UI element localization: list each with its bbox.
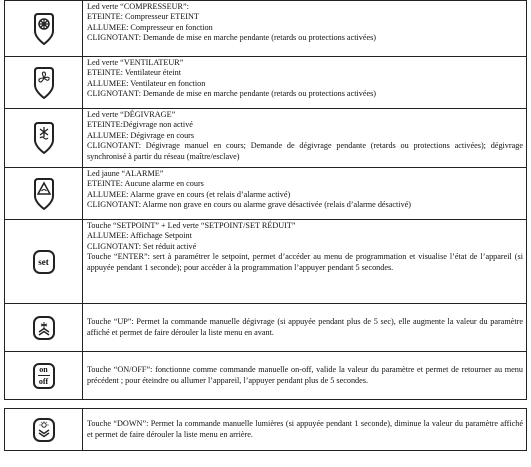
- defrost-led-icon: [32, 122, 56, 154]
- onoff-button-icon: [33, 363, 55, 389]
- table-row: [5, 220, 527, 304]
- alarm-led-icon: [32, 178, 56, 210]
- description-cell: [83, 109, 527, 168]
- icon-cell: [5, 109, 83, 168]
- description-line: ALLUMEE: Ventilateur en fonction: [87, 78, 206, 88]
- description-line: ETEINTE: Aucune alarme en cours: [87, 179, 204, 189]
- description-line: Led verte “COMPRESSEUR”:: [87, 2, 189, 11]
- description-line: Led verte “VENTILATEUR”: [87, 58, 184, 67]
- set-button-icon: set: [33, 250, 55, 274]
- description-line: ETEINTE: Ventilateur éteint: [87, 68, 181, 78]
- description-line: ALLUMEE: Affichage Setpoint: [87, 231, 192, 241]
- description-cell: [83, 352, 527, 400]
- description-line: Led jaune “ALARME”: [87, 169, 164, 178]
- divider: [38, 375, 50, 376]
- icon-cell: [5, 409, 83, 451]
- table-row: [5, 1, 527, 57]
- icon-cell: [5, 304, 83, 352]
- description-line: ETEINTE: Compresseur ETEINT: [87, 12, 199, 22]
- description-paragraph: Touche “UP”: Permet la commande manuelle dégivrage (si appuyée pendant plus de 5 sec), elle augmente la valeur du paramètre affiché et permet de faire dérouler la liste menu en avant.: [87, 317, 523, 337]
- description-cell: [83, 304, 527, 352]
- description-line: CLIGNOTANT: Demande de mise en marche pendante (retards ou protections activées): [87, 89, 377, 99]
- description-line: ETEINTE:Dégivrage non activé: [87, 120, 193, 130]
- table-row: [5, 304, 527, 352]
- description-line: CLIGNOTANT: Alarme non grave en cours ou alarme grave désactivée (relais d’alarme désactivé): [87, 200, 412, 210]
- compressor-led-icon: [32, 13, 56, 45]
- description-line: ALLUMEE: Alarme grave en cours (et relais d’alarme activé): [87, 189, 291, 199]
- on-label: on: [39, 365, 48, 374]
- description-line: Led verte “DÉGIVRAGE”: [87, 110, 176, 119]
- description-paragraph: Touche “DOWN”: Permet la commande manuelle lumières (si appuyée pendant 1 seconde), diminue la valeur du paramètre affiché et permet de faire dérouler la liste menu en arrière.: [87, 419, 523, 439]
- icon-cell: [5, 57, 83, 109]
- description-cell: [83, 220, 527, 304]
- table-row: [5, 168, 527, 220]
- description-cell: [83, 409, 527, 451]
- description-paragraph: Touche “ON/OFF”: fonctionne comme commande manuelle on-off, valide la valeur du paramètre et permet de retourner au menu précédent ; pour éteindre ou allumer l’appareil, l’appuyer pendant plus de 5 secondes.: [87, 365, 523, 385]
- description-cell: [83, 168, 527, 220]
- table-row: [5, 409, 527, 451]
- description-line: ALLUMEE: Dégivrage en cours: [87, 130, 195, 140]
- icon-cell: [5, 352, 83, 400]
- up-button-icon: [33, 316, 55, 340]
- fan-led-icon: [32, 67, 56, 99]
- table-row: [5, 57, 527, 109]
- table-row: [5, 352, 527, 400]
- description-line: CLIGNOTANT: Demande de mise en marche pendante (retards ou protections activées): [87, 33, 377, 43]
- description-cell: [83, 1, 527, 57]
- description-line: Touche “SETPOINT” + Led verte “SETPOINT/SET RÉDUIT”: [87, 221, 296, 230]
- off-label: off: [38, 377, 49, 386]
- icon-cell: [5, 220, 83, 304]
- description-line: ALLUMEE: Compresseur en fonction: [87, 22, 213, 32]
- description-paragraph: Touche “ENTER”: sert à paramétrer le setpoint, permet d’accéder au menu de programmation et visualise l’état de l’appareil (si appuyée pendant 1 seconde); pour accéder à la programmation l’appuyer pendant 5 secondes.: [87, 252, 523, 272]
- description-cell: [83, 57, 527, 109]
- description-paragraph: CLIGNOTANT: Dégivrage manuel en cours; Demande de dégivrage pendante (retards ou protections activées); dégivrage synchronisé à partir du réseau (maître/esclave): [87, 141, 523, 161]
- table-gap: [5, 400, 527, 409]
- icon-cell: [5, 168, 83, 220]
- icon-cell: [5, 1, 83, 57]
- functions-table: [4, 0, 527, 451]
- down-button-icon: [33, 418, 55, 442]
- table-row: [5, 109, 527, 168]
- description-line: CLIGNOTANT: Set réduit activé: [87, 241, 197, 251]
